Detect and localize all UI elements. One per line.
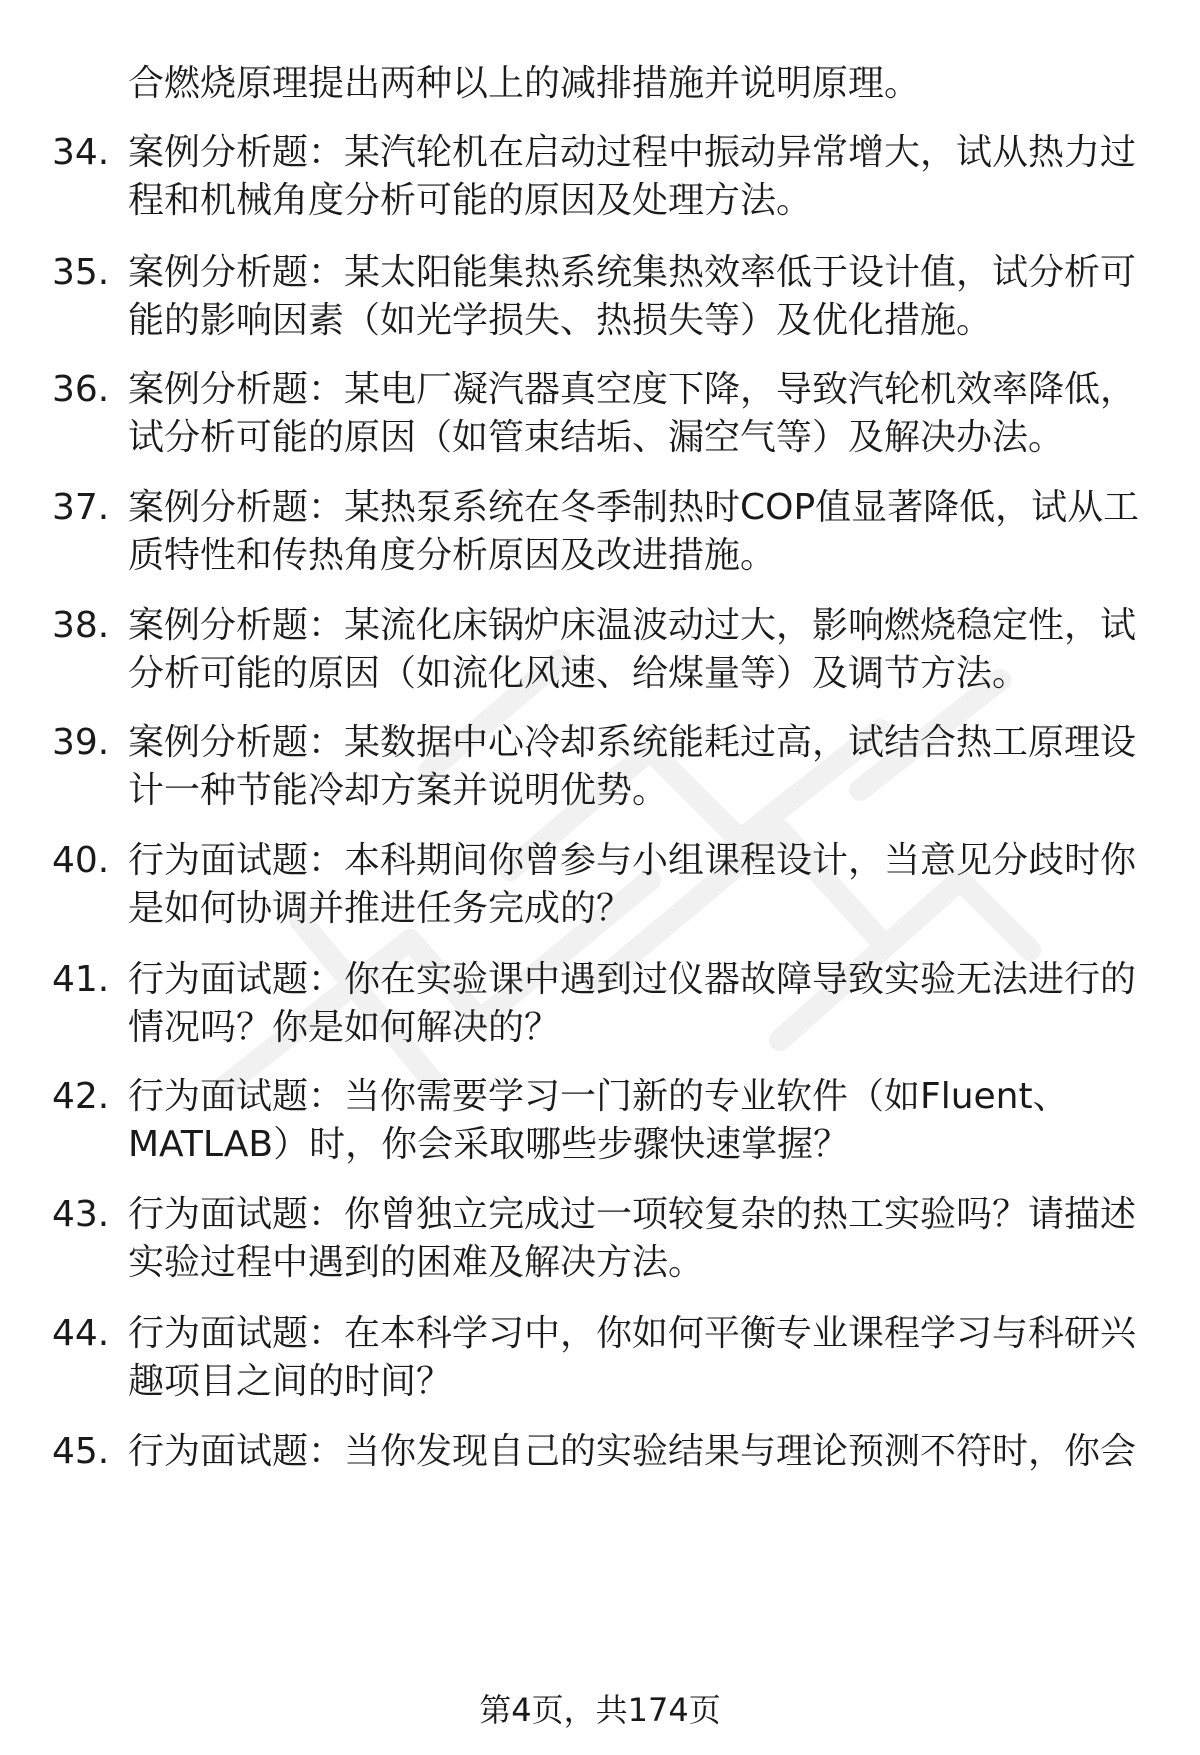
question-line: 分析可能的原因（如流化风速、给煤量等）及调节方法。 bbox=[128, 653, 1029, 694]
question-line: 行为面试题：当你需要学习一门新的专业软件（如Fluent、 bbox=[128, 1076, 1069, 1117]
question-text bbox=[128, 1428, 1138, 1476]
question-line: 行为面试题：当你发现自己的实验结果与理论预测不符时，你会 bbox=[128, 1431, 1137, 1472]
question-line: 情况吗？你是如何解决的？ bbox=[128, 1007, 561, 1048]
question-number: 37. bbox=[52, 487, 110, 528]
question-number: 38. bbox=[52, 605, 110, 646]
page-footer: 第4页，共174页 bbox=[479, 1691, 721, 1729]
question-text bbox=[128, 837, 1138, 933]
question-number: 36. bbox=[52, 369, 110, 410]
question-line: 质特性和传热角度分析原因及改进措施。 bbox=[128, 535, 777, 576]
question-number: 41. bbox=[52, 959, 110, 1000]
question-line: 试分析可能的原因（如管束结垢、漏空气等）及解决办法。 bbox=[128, 417, 1065, 458]
question-number: 43. bbox=[52, 1194, 110, 1235]
question-line: 行为面试题：你在实验课中遇到过仪器故障导致实验无法进行的 bbox=[128, 959, 1137, 1000]
question-text bbox=[128, 602, 1138, 698]
question-line: 案例分析题：某汽轮机在启动过程中振动异常增大，试从热力过 bbox=[128, 132, 1137, 173]
question-line: 能的影响因素（如光学损失、热损失等）及优化措施。 bbox=[128, 300, 993, 341]
question-text bbox=[128, 956, 1138, 1052]
question-text bbox=[128, 129, 1138, 225]
question-number: 42. bbox=[52, 1076, 110, 1117]
question-line: 实验过程中遇到的困难及解决方法。 bbox=[128, 1242, 705, 1283]
continuation-text: 合燃烧原理提出两种以上的减排措施并说明原理。 bbox=[128, 63, 921, 104]
question-number: 44. bbox=[52, 1313, 110, 1354]
question-text bbox=[128, 1073, 1138, 1169]
question-number: 35. bbox=[52, 252, 110, 293]
question-text bbox=[128, 249, 1138, 345]
question-line: 程和机械角度分析可能的原因及处理方法。 bbox=[128, 180, 813, 221]
question-number: 40. bbox=[52, 840, 110, 881]
question-line: 是如何协调并推进任务完成的？ bbox=[128, 888, 633, 929]
question-text bbox=[128, 719, 1138, 815]
question-number: 39. bbox=[52, 722, 110, 763]
question-line: 计一种节能冷却方案并说明优势。 bbox=[128, 770, 669, 811]
question-text bbox=[128, 1310, 1138, 1406]
question-line: 趣项目之间的时间？ bbox=[128, 1361, 453, 1402]
question-line: 行为面试题：本科期间你曾参与小组课程设计，当意见分歧时你 bbox=[128, 840, 1137, 881]
question-line: 行为面试题：在本科学习中，你如何平衡专业课程学习与科研兴 bbox=[128, 1313, 1137, 1354]
question-text bbox=[128, 366, 1138, 462]
question-text bbox=[128, 1191, 1138, 1287]
question-line: 行为面试题：你曾独立完成过一项较复杂的热工实验吗？请描述 bbox=[128, 1194, 1137, 1235]
question-number: 45. bbox=[52, 1431, 110, 1472]
question-number: 34. bbox=[52, 132, 110, 173]
question-line: 案例分析题：某数据中心冷却系统能耗过高，试结合热工原理设 bbox=[128, 722, 1137, 763]
question-line: MATLAB）时，你会采取哪些步骤快速掌握？ bbox=[128, 1124, 850, 1165]
question-line: 案例分析题：某热泵系统在冬季制热时COP值显著降低，试从工 bbox=[128, 487, 1140, 528]
question-line: 案例分析题：某流化床锅炉床温波动过大，影响燃烧稳定性，试 bbox=[128, 605, 1137, 646]
question-text bbox=[128, 484, 1138, 580]
question-line: 案例分析题：某电厂凝汽器真空度下降，导致汽轮机效率降低， bbox=[128, 369, 1137, 410]
question-line: 案例分析题：某太阳能集热系统集热效率低于设计值，试分析可 bbox=[128, 252, 1137, 293]
